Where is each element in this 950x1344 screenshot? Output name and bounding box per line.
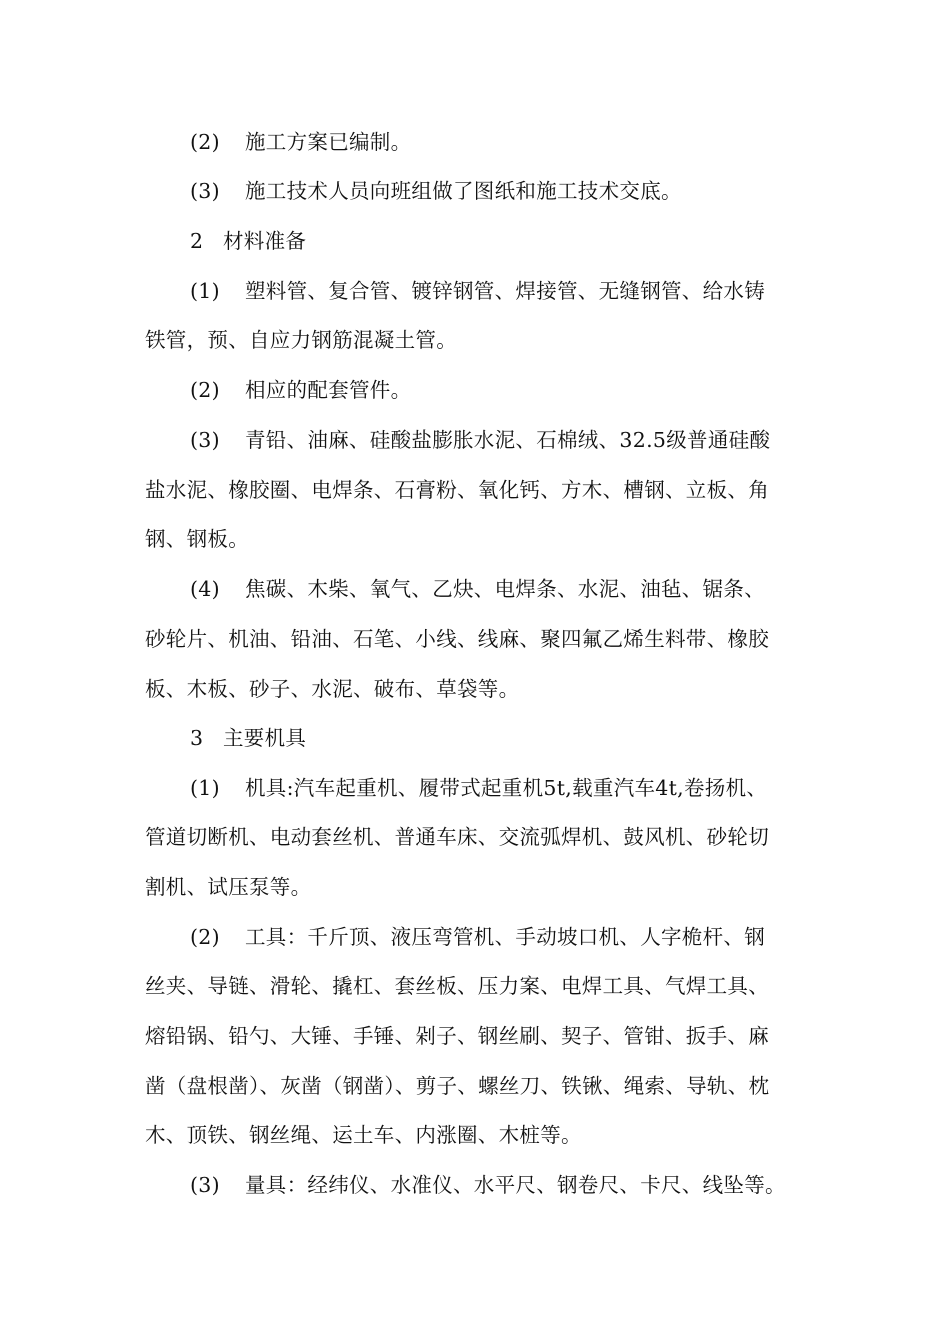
section-title: 材料准备: [223, 229, 307, 253]
paragraph-line: [190, 574, 860, 604]
paragraph-text: 塑料管、复合管、镀锌钢管、焊接管、无缝钢管、给水铸: [245, 279, 765, 303]
paragraph-line: [145, 524, 815, 554]
item-number: (3): [190, 179, 220, 203]
paragraph-line: [190, 425, 860, 455]
paragraph-text: 铁管，预、自应力钢筋混凝土管。: [145, 328, 457, 352]
paragraph-line: [190, 176, 860, 206]
section-number: 2: [190, 229, 204, 253]
paragraph-line: [190, 922, 860, 952]
paragraph-text: 青铅、油麻、硅酸盐膨胀水泥、石棉绒、32.5级普通硅酸: [245, 428, 771, 452]
item-number: (1): [190, 279, 220, 303]
paragraph-line: [145, 1021, 815, 1051]
paragraph-text: 割机、试压泵等。: [145, 875, 312, 899]
paragraph-text: 施工方案已编制。: [245, 130, 412, 154]
paragraph-line: [145, 624, 815, 654]
paragraph-text: 焦碳、木柴、氧气、乙炔、电焊条、水泥、油毡、锯条、: [245, 577, 765, 601]
paragraph-line: [145, 674, 815, 704]
section-title: 主要机具: [223, 726, 307, 750]
paragraph-line: [145, 325, 815, 355]
section-heading: [190, 226, 860, 256]
paragraph-text: 木、顶铁、钢丝绳、运土车、内涨圈、木桩等。: [145, 1123, 582, 1147]
section-heading: [190, 723, 860, 753]
paragraph-text: 砂轮片、机油、铅油、石笔、小线、线麻、聚四氟乙烯生料带、橡胶: [145, 627, 769, 651]
paragraph-line: [190, 773, 860, 803]
paragraph-text: 板、木板、砂子、水泥、破布、草袋等。: [145, 677, 520, 701]
item-number: (1): [190, 776, 220, 800]
paragraph-text: 丝夹、导链、滑轮、撬杠、套丝板、压力案、电焊工具、气焊工具、: [145, 974, 769, 998]
paragraph-line: [145, 1120, 815, 1150]
paragraph-line: [190, 1170, 860, 1200]
paragraph-text: 钢、钢板。: [145, 527, 249, 551]
section-number: 3: [190, 726, 204, 750]
paragraph-line: [145, 475, 815, 505]
paragraph-text: 管道切断机、电动套丝机、普通车床、交流弧焊机、鼓风机、砂轮切: [145, 825, 769, 849]
paragraph-text: 机具:汽车起重机、履带式起重机5t,载重汽车4t,卷扬机、: [245, 776, 768, 800]
paragraph-text: 熔铅锅、铅勺、大锤、手锤、剁子、钢丝刷、契子、管钳、扳手、麻: [145, 1024, 769, 1048]
paragraph-line: [145, 1071, 815, 1101]
paragraph-text: 盐水泥、橡胶圈、电焊条、石膏粉、氧化钙、方木、槽钢、立板、角: [145, 478, 769, 502]
paragraph-text: 相应的配套管件。: [245, 378, 412, 402]
item-number: (2): [190, 130, 220, 154]
paragraph-text: 凿（盘根凿）、灰凿（钢凿）、剪子、螺丝刀、铁锹、绳索、导轨、枕: [145, 1074, 770, 1098]
item-number: (3): [190, 1173, 220, 1197]
paragraph-line: [190, 276, 860, 306]
paragraph-text: 工具：千斤顶、液压弯管机、手动坡口机、人字桅杆、钢: [245, 925, 765, 949]
item-number: (3): [190, 428, 220, 452]
item-number: (2): [190, 378, 220, 402]
item-number: (2): [190, 925, 220, 949]
paragraph-line: [145, 822, 815, 852]
paragraph-text: 施工技术人员向班组做了图纸和施工技术交底。: [245, 179, 682, 203]
paragraph-line: [145, 872, 815, 902]
paragraph-text: 量具：经纬仪、水准仪、水平尺、钢卷尺、卡尺、线坠等。: [245, 1173, 786, 1197]
paragraph-line: [190, 127, 860, 157]
paragraph-line: [190, 375, 860, 405]
paragraph-line: [145, 971, 815, 1001]
item-number: (4): [190, 577, 220, 601]
